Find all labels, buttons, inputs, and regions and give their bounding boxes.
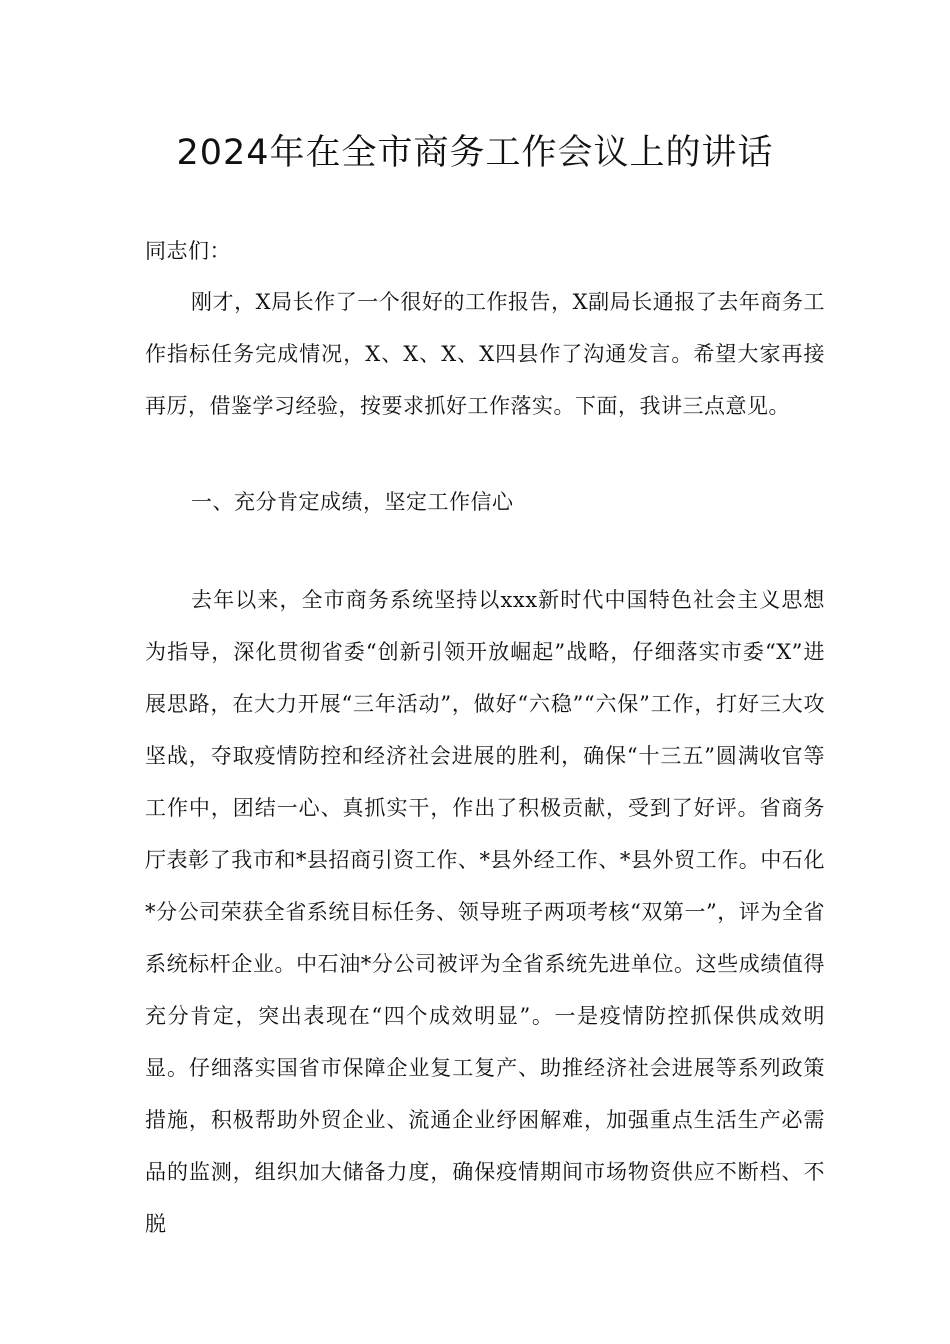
document-title: 2024年在全市商务工作会议上的讲话 xyxy=(176,133,774,173)
intro-paragraph: 刚才，X局长作了一个很好的工作报告，X副局长通报了去年商务工作指标任务完成情况，X、X、X、X四县作了沟通发言。希望大家再接再厉，借鉴学习经验，按要求抓好工作落实。下面，我讲三点意见。 xyxy=(145,290,825,418)
body-paragraph: 去年以来，全市商务系统坚持以xxx新时代中国特色社会主义思想为指导，深化贯彻省委“创新引领开放崛起”战略，仔细落实市委“X”进展思路，在大力开展“三年活动”，做好“六稳”“六保”工作，打好三大攻坚战，夺取疫情防控和经济社会进展的胜利，确保“十三五”圆满收官等工作中，团结一心、真抓实干，作出了积极贡献，受到了好评。省商务厅表彰了我市和*县招商引资工作、*县外经工作、*县外贸工作。中石化*分公司荣获全省系统目标任务、领导班子两项考核“双第一”，评为全省系统标杆企业。中石油*分公司被评为全省系统先进单位。这些成绩值得充分肯定，突出表现在“四个成效明显”。一是疫情防控抓保供成效明显。仔细落实国省市保障企业复工复产、助推经济社会进展等系列政策措施，积极帮助外贸企业、流通企业纾困解难，加强重点生活生产必需品的监测，组织加大储备力度，确保疫情期间市场物资供应不断档、不脱 xyxy=(145,588,825,1236)
salutation: 同志们： xyxy=(145,239,231,263)
section-heading: 一、充分肯定成绩，坚定工作信心 xyxy=(191,490,514,514)
